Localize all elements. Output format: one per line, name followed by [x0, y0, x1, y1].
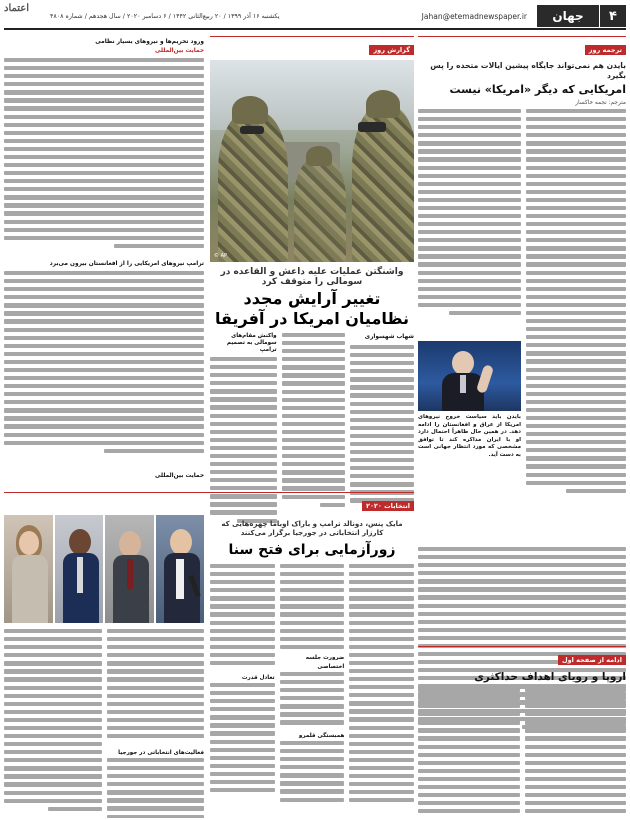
right-bottom-text-1: [525, 688, 626, 814]
biden-photo: [418, 341, 521, 411]
lead-subhead: واکنش مقام‌های سومالی به تصمیم ترامپ: [226, 333, 277, 353]
section-title: جهان: [537, 5, 599, 27]
right-article-text-2: [418, 109, 521, 337]
left-subhead-1: حمایت بین‌المللی: [155, 48, 204, 54]
election-subhead-4: فعالیت‌های انتخاباتی در جورجیا: [118, 750, 204, 756]
website-link[interactable]: Jahan@etemadnewspaper.ir: [421, 11, 527, 21]
right-bottom-text-2: [418, 688, 520, 814]
election-subhead-3: تعادل قدرت: [241, 675, 275, 681]
election-text-5: [210, 564, 275, 674]
right-bottom-label: ادامه از صفحه اول: [558, 655, 626, 665]
right-kicker: بایدن هم نمی‌تواند جایگاه پیشین ایالات متحده را پس بگیرد: [430, 61, 626, 80]
lead-headline: تغییر آرایش مجدد نظامیان امریکا در آفریقا: [215, 289, 409, 328]
election-kicker: مایک پنس، دونالد ترامپ و باراک اوباما چهره‌هایی که کارزار انتخاباتی در جورجیا برگزار می‌کنند: [221, 520, 403, 537]
left-text-1: [4, 58, 204, 258]
right-byline: مترجم: نجمه خاکسار: [575, 100, 626, 106]
lead-story: [210, 34, 414, 533]
right-bottom-headline: اروپا و رویای اهداف حداکثری: [474, 671, 626, 683]
lead-byline: شهاب شهسواری: [364, 334, 414, 340]
photo-credit: © AP: [214, 253, 228, 259]
candidate-photo-4: [4, 515, 53, 623]
candidate-photo-3: [55, 515, 104, 623]
right-section-label: ترجمه روز: [585, 45, 626, 55]
election-headline: زورآزمایی برای فتح سنا: [228, 542, 396, 558]
masthead: [4, 4, 626, 30]
election-text-8: [107, 758, 204, 818]
troops-photo: [210, 60, 414, 262]
left-subhead-3: حمایت بین‌المللی: [155, 473, 204, 479]
lead-kicker: واشنگتن عملیات علیه داعش و القاعده در سومالی را متوقف کرد: [220, 267, 404, 287]
election-subhead-1: ضرورت جلسه اختصاصی: [305, 655, 345, 670]
right-column: [418, 34, 626, 814]
election-text-3: [280, 672, 345, 732]
left-lower-block: [4, 472, 204, 488]
election-story: [4, 492, 414, 818]
election-text-4: [280, 741, 345, 811]
newspaper-logo: اعتماد: [4, 3, 30, 14]
election-text-2: [280, 564, 345, 654]
election-text-6: [210, 683, 275, 803]
election-text-1: [349, 564, 414, 814]
left-subhead-2: ترامپ نیروهای امریکایی را از افغانستان بیرون می‌برد: [49, 261, 204, 267]
lead-section-label: گزارش روز: [369, 45, 414, 55]
election-section-label: انتخابات ۲۰۲۰: [362, 501, 414, 511]
candidate-photo-1: [156, 515, 205, 623]
dateline: یکشنبه ۱۶ آذر ۱۳۹۹ / ۲۰ ربیع‌الثانی ۱۴۴۲ / ۶ دسامبر ۲۰۲۰ / سال هجدهم / شماره ۴۸۰۸: [50, 12, 280, 20]
election-text-7: [107, 629, 204, 749]
left-intro: ورود تحریم‌ها و نیروهای بسیار نظامی: [95, 39, 204, 45]
election-subhead-2: همبستگی قلمرو: [298, 733, 345, 739]
candidate-photo-2: [105, 515, 154, 623]
biden-photo-caption: بایدن باید سیاست خروج نیروهای امریکا از عراق و افغانستان را ادامه دهد. در همین حال ظاهراً احتمال دارد او با ایران مذاکره کند تا توافق مشخصی که مورد انتظار جهانی است به دست آید.: [418, 414, 521, 458]
right-headline: امریکایی که دیگر «امریکا» نیست: [449, 83, 626, 96]
left-text-2: [4, 271, 204, 467]
page-number: ۴: [600, 5, 626, 27]
right-article-text-1: [526, 109, 626, 539]
election-text-9: [4, 629, 102, 818]
candidates-photo-strip: [4, 515, 204, 623]
